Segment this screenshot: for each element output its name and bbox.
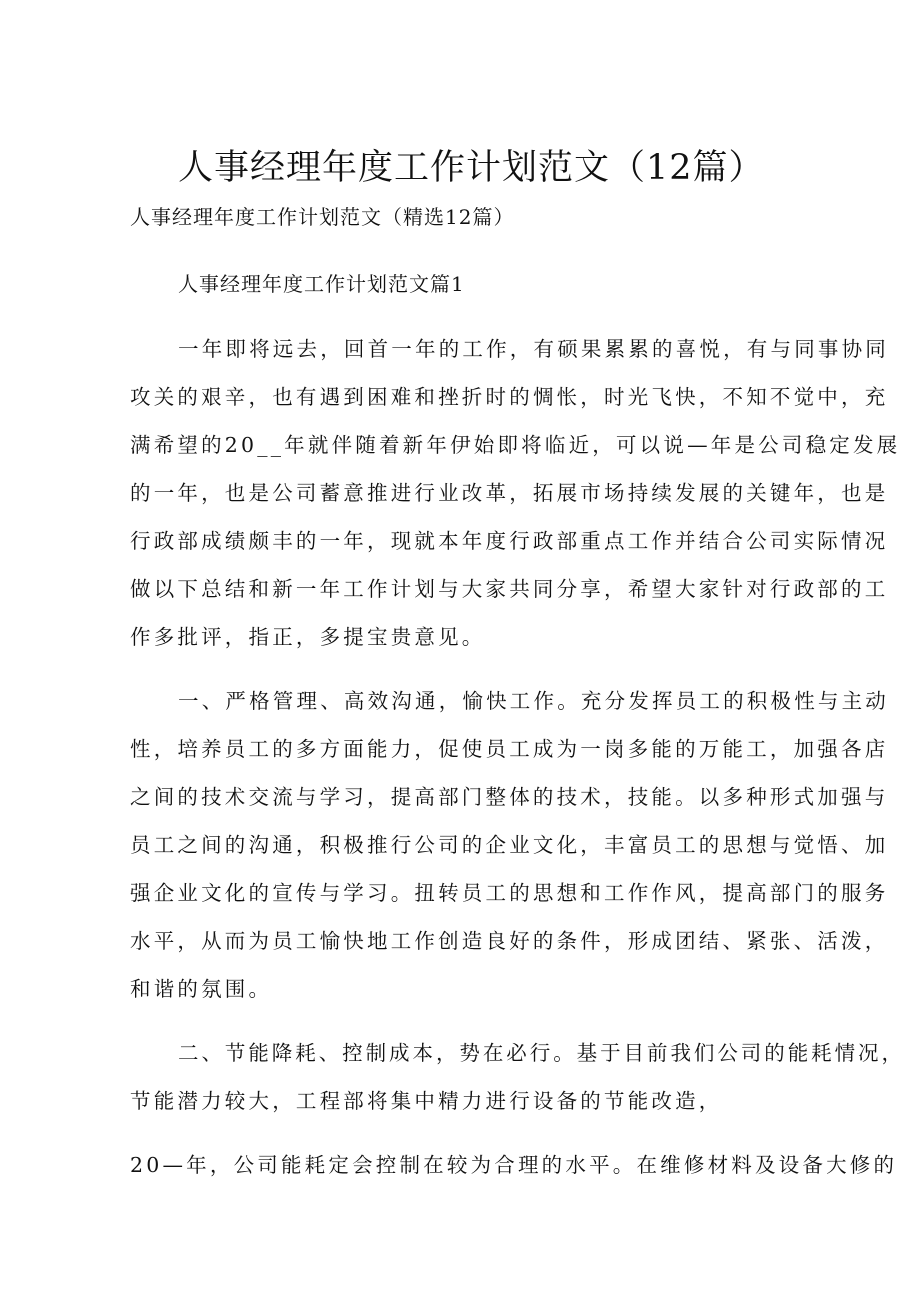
paragraph-line: 做以下总结和新一年工作计划与大家共同分享，希望大家针对行政部的工 [130,577,889,601]
paragraph-line: 员工之间的沟通，积极推行公司的企业文化，丰富员工的思想与觉悟、加 [130,833,889,857]
paragraph-line: 的一年，也是公司蓄意推进行业改革，拓展市场持续发展的关键年，也是 [130,481,889,505]
document-title: 人事经理年度工作计划范文（12篇） [178,148,765,188]
paragraph-line: 作多批评，指正，多提宝贵意见。 [130,625,486,649]
paragraph-line: 水平，从而为员工愉快地工作创造良好的条件，形成团结、紧张、活泼， [130,929,889,953]
section-heading: 人事经理年度工作计划范文篇1 [178,272,465,296]
paragraph-line: 二、节能降耗、控制成本，势在必行。基于目前我们公司的能耗情况， [178,1041,905,1065]
paragraph-line: 20—年，公司能耗定会控制在较为合理的水平。在维修材料及设备大修的 [130,1153,898,1177]
paragraph-line: 一年即将远去，回首一年的工作，有硕果累累的喜悦，有与同事协同 [178,337,889,361]
document-subtitle: 人事经理年度工作计划范文（精选12篇） [130,205,515,229]
paragraph-line: 攻关的艰辛，也有遇到困难和挫折时的惆怅，时光飞快，不知不觉中，充 [130,385,889,409]
paragraph-line: 一、严格管理、高效沟通，愉快工作。充分发挥员工的积极性与主动 [178,689,889,713]
paragraph-line: 强企业文化的宣传与学习。扭转员工的思想和工作作风，提高部门的服务 [130,881,889,905]
paragraph-line: 和谐的氛围。 [130,977,273,1001]
paragraph-line: 性，培养员工的多方面能力，促使员工成为一岗多能的万能工，加强各店 [130,737,889,761]
paragraph-line: 节能潜力较大，工程部将集中精力进行设备的节能改造， [130,1089,723,1113]
paragraph-line: 之间的技术交流与学习，提高部门整体的技术，技能。以多种形式加强与 [130,785,889,809]
paragraph-line: 行政部成绩颇丰的一年，现就本年度行政部重点工作并结合公司实际情况 [130,529,889,553]
paragraph-line: 满希望的20__年就伴随着新年伊始即将临近，可以说—年是公司稳定发展 [130,433,901,457]
